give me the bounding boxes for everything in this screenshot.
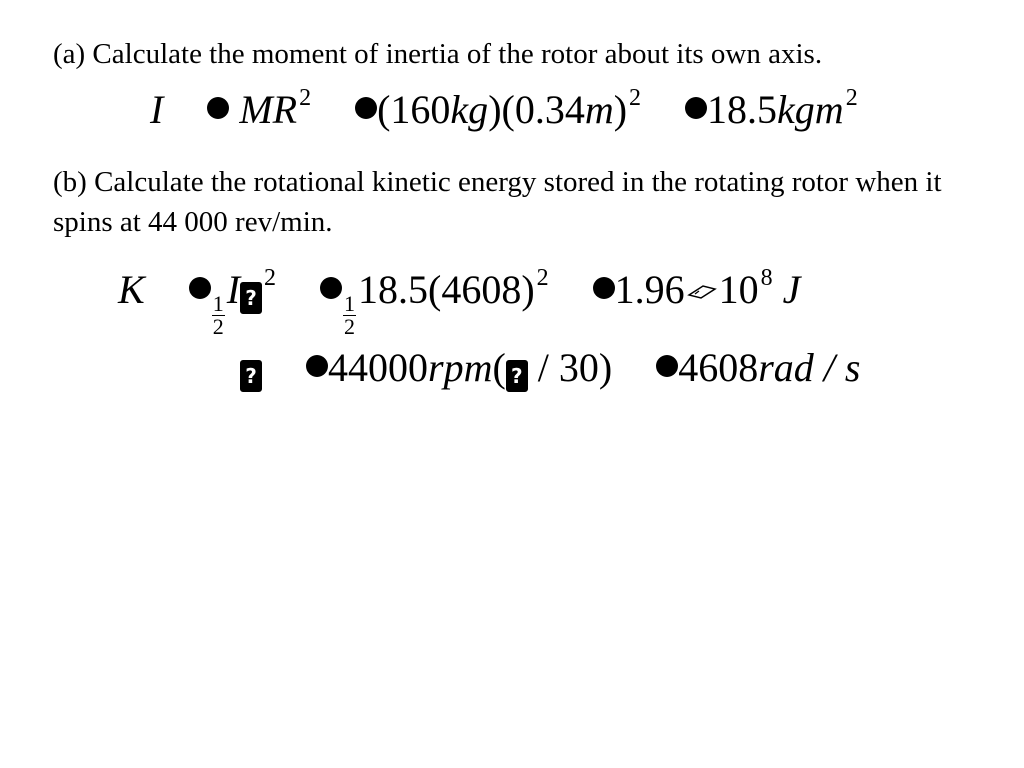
result-value: 18.5	[707, 87, 778, 132]
exponent: 2	[299, 85, 312, 111]
unit-rad-per-s: rad / s	[758, 345, 861, 390]
bullet-equals-icon	[685, 97, 707, 119]
bullet-equals-icon	[656, 355, 678, 377]
unit-kg: kg	[450, 87, 489, 132]
unit-m: m	[584, 87, 614, 132]
exponent: 2	[629, 85, 642, 111]
fraction-half: $\frac{1}{2}$	[344, 291, 356, 339]
term-rpm-value: 44000	[328, 345, 428, 390]
exponent: 2	[845, 85, 858, 111]
times-sign-icon	[687, 283, 717, 299]
bullet-equals-icon	[189, 277, 211, 299]
missing-symbol-icon: ?	[506, 360, 528, 392]
question-part-a: (a) Calculate the moment of inertia of the rotor about its own axis.	[53, 38, 823, 70]
exponent: 2	[264, 265, 277, 291]
result-value: 4608	[678, 345, 759, 390]
fraction-half: $\frac{1}{2}$	[212, 291, 224, 339]
bullet-equals-icon	[355, 97, 377, 119]
open-paren: (	[492, 345, 506, 390]
exponent: 8	[760, 265, 773, 291]
symbol-i: I	[150, 87, 164, 132]
symbol-inertia: I	[226, 267, 241, 312]
equation-kinetic-energy	[118, 266, 800, 338]
bullet-equals-icon	[306, 355, 328, 377]
term-mass: (160	[377, 87, 451, 132]
bullet-equals-icon	[207, 97, 229, 119]
equation-moment-of-inertia	[150, 86, 858, 140]
exponent: 2	[536, 265, 549, 291]
result-unit: kgm	[777, 87, 844, 132]
close-paren: )	[613, 87, 628, 132]
missing-symbol-icon: ?	[240, 282, 262, 314]
term-substitution: 18.5(4608)	[358, 267, 535, 312]
conversion-factor: / 30)	[527, 345, 613, 390]
bullet-equals-icon	[320, 277, 342, 299]
equation-angular-velocity	[240, 344, 860, 392]
unit-joule: J	[782, 267, 801, 312]
symbol-k: K	[118, 267, 145, 312]
missing-symbol-icon: ?	[240, 360, 262, 392]
question-part-b: (b) Calculate the rotational kinetic energy stored in the rotating rotor when it spins at 44 000 rev/min.	[53, 166, 942, 238]
result-base: 10	[718, 267, 759, 312]
bullet-equals-icon	[593, 277, 615, 299]
unit-rpm: rpm	[428, 345, 493, 390]
term-mr: MR	[239, 87, 298, 132]
term-radius: )(0.34	[488, 87, 585, 132]
result-mantissa: 1.96	[614, 267, 685, 312]
